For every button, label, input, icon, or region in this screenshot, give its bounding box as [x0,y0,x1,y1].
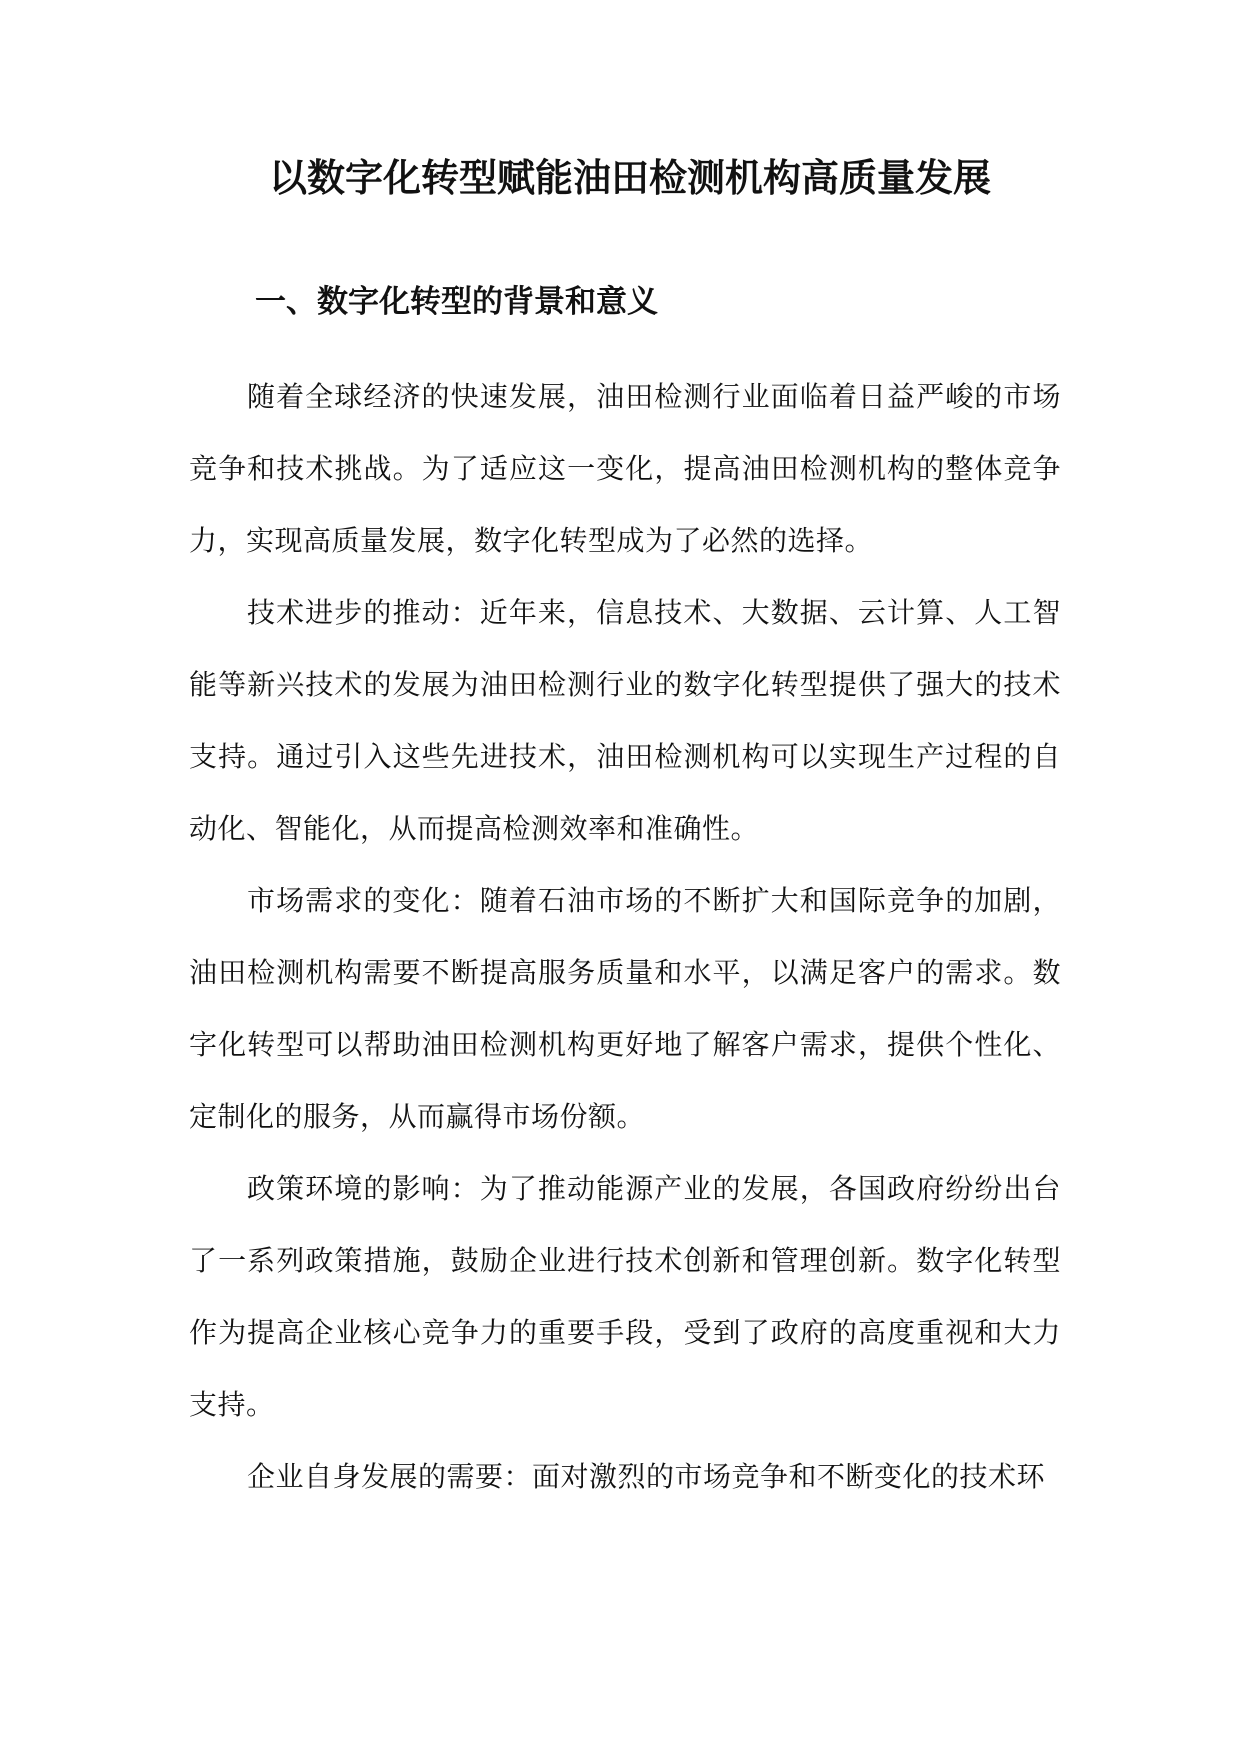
paragraph-technology: 技术进步的推动：近年来，信息技术、大数据、云计算、人工智能等新兴技术的发展为油田检测行业的数字化转型提供了强大的技术支持。通过引入这些先进技术，油田检测机构可以实现生产过程的自动化、智能化，从而提高检测效率和准确性。 [189,596,1061,845]
document-body [189,361,1061,1513]
paragraph-background: 随着全球经济的快速发展，油田检测行业面临着日益严峻的市场竞争和技术挑战。为了适应这一变化，提高油田检测机构的整体竞争力，实现高质量发展，数字化转型成为了必然的选择。 [189,380,1061,557]
paragraph-policy: 政策环境的影响：为了推动能源产业的发展，各国政府纷纷出台了一系列政策措施，鼓励企业进行技术创新和管理创新。数字化转型作为提高企业核心竞争力的重要手段，受到了政府的高度重视和大力支持。 [189,1172,1061,1421]
document-title: 以数字化转型赋能油田检测机构高质量发展 [268,156,991,200]
paragraph-market: 市场需求的变化：随着石油市场的不断扩大和国际竞争的加剧，油田检测机构需要不断提高服务质量和水平，以满足客户的需求。数字化转型可以帮助油田检测机构更好地了解客户需求，提供个性化、定制化的服务，从而赢得市场份额。 [189,884,1061,1133]
section-heading: 一、数字化转型的背景和意义 [255,284,658,320]
paragraph-enterprise: 企业自身发展的需要：面对激烈的市场竞争和不断变化的技术环 [247,1460,1046,1493]
